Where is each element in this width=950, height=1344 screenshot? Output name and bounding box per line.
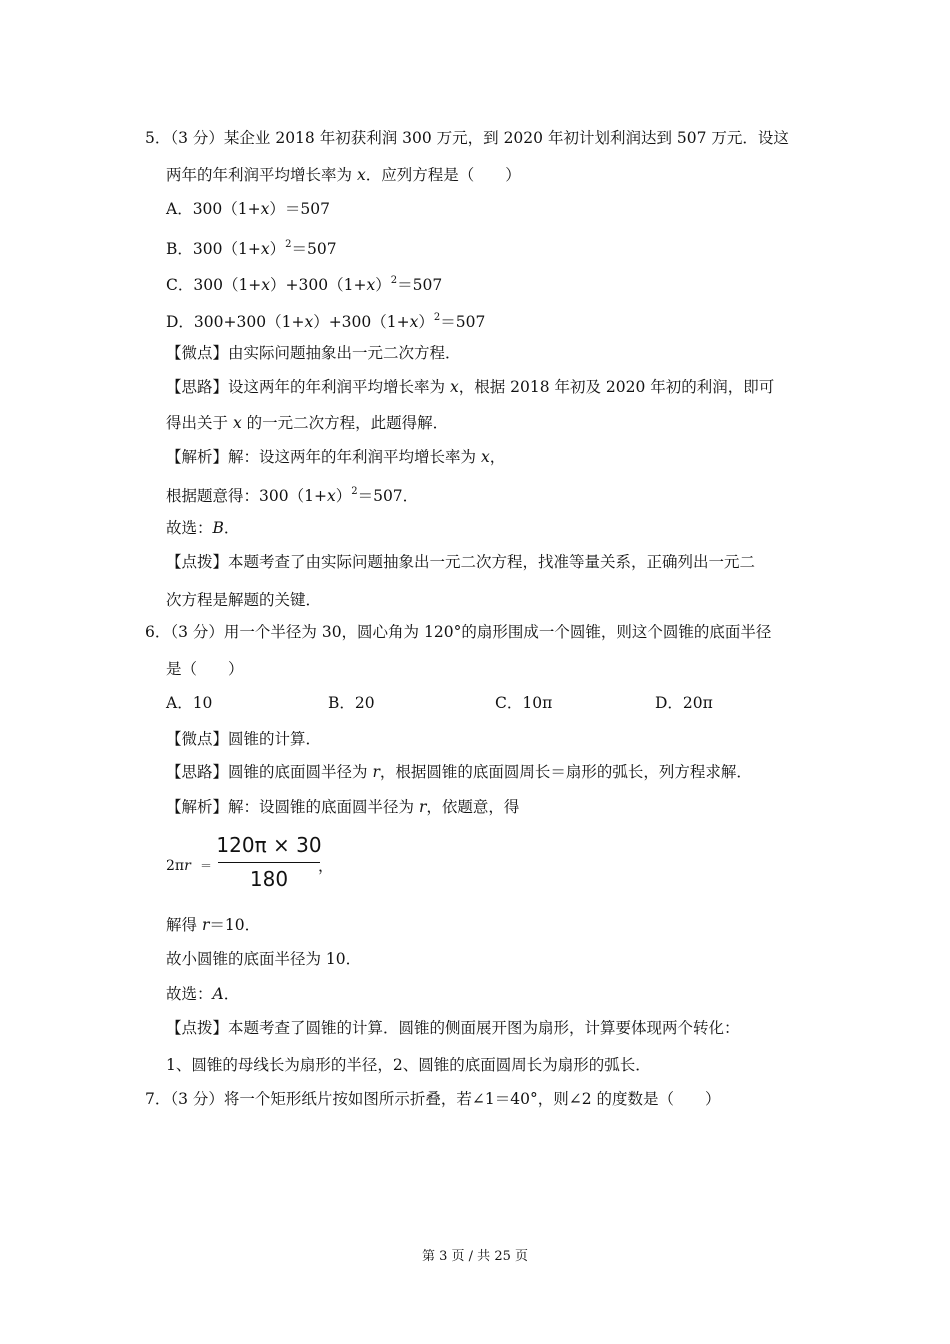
- q6-answer: 故选：A．: [166, 985, 240, 1003]
- q6-fraction-numerator: 120π × 30: [216, 833, 322, 857]
- q6-silu: 【思路】圆锥的底面圆半径为 r，根据圆锥的底面圆周长＝扇形的弧长，列方程求解．: [166, 763, 752, 781]
- q6-option-a: A．10: [166, 694, 213, 712]
- q7-stem: 7．（3 分）将一个矩形纸片按如图所示折叠，若∠1＝40°，则∠2 的度数是（ ）: [145, 1090, 721, 1108]
- q5-answer: 故选：B．: [166, 519, 240, 537]
- q6-fraction-denominator: 180: [249, 867, 289, 891]
- q6-solve: 解得 r＝10．: [166, 916, 261, 934]
- q6-conclusion: 故小圆锥的底面半径为 10．: [166, 950, 362, 968]
- q5-stem-line1: 5．（3 分）某企业 2018 年初获利润 300 万元，到 2020 年初计划利润达到 507 万元．设这: [145, 129, 789, 147]
- q6-equation-lhs: 2πr: [166, 858, 191, 874]
- q6-jiexi: 【解析】解：设圆锥的底面圆半径为 r，依题意，得: [166, 798, 520, 816]
- q5-option-d: D．$300+300(1+x)+300(1+x)^2=507$: [166, 312, 486, 331]
- q5-dianbo-line2: 次方程是解题的关键．: [166, 591, 322, 609]
- q6-weidian: 【微点】圆锥的计算．: [166, 730, 322, 748]
- q6-option-d: D．20π: [655, 694, 713, 712]
- page-footer: 第 3 页 / 共 25 页: [422, 1249, 528, 1264]
- q6-fraction-bar: [218, 862, 320, 863]
- q5-option-a: A．300（1+x）＝507: [166, 200, 330, 218]
- q5-option-b: B．$300(1+x)^2=507$: [166, 239, 337, 258]
- q6-dianbo-line1: 【点拨】本题考查了圆锥的计算．圆锥的侧面展开图为扇形，计算要体现两个转化：: [166, 1019, 740, 1037]
- q6-equation-equals: ＝: [200, 859, 213, 873]
- q6-option-c: C．10π: [495, 694, 553, 712]
- q6-option-b: B．20: [328, 694, 375, 712]
- q5-weidian: 【微点】由实际问题抽象出一元二次方程．: [166, 344, 461, 362]
- q5-silu-line1: 【思路】设这两年的年利润平均增长率为 x，根据 2018 年初及 2020 年初的利润，即可: [166, 378, 775, 396]
- q6-dianbo-line2: 1、圆锥的母线长为扇形的半径，2、圆锥的底面圆周长为扇形的弧长．: [166, 1056, 651, 1074]
- q6-equation-comma: ，: [318, 857, 334, 875]
- q6-stem-line1: 6．（3 分）用一个半径为 30，圆心角为 120°的扇形围成一个圆锥，则这个圆锥的底面半径: [145, 623, 772, 641]
- q5-dianbo-line1: 【点拨】本题考查了由实际问题抽象出一元二次方程，找准等量关系，正确列出一元二: [166, 553, 756, 571]
- q5-equation: 根据题意得：$300(1+x)^2=507$．: [166, 486, 419, 505]
- q6-stem-line2: 是（ ）: [166, 660, 244, 678]
- q5-option-c: C．$300(1+x)+300(1+x)^2=507$: [166, 275, 443, 294]
- q5-silu-line2: 得出关于 x 的一元二次方程，此题得解．: [166, 414, 449, 432]
- q5-stem-line2: 两年的年利润平均增长率为 x．应列方程是（ ）: [166, 166, 521, 184]
- q5-jiexi: 【解析】解：设这两年的年利润平均增长率为 x，: [166, 448, 506, 466]
